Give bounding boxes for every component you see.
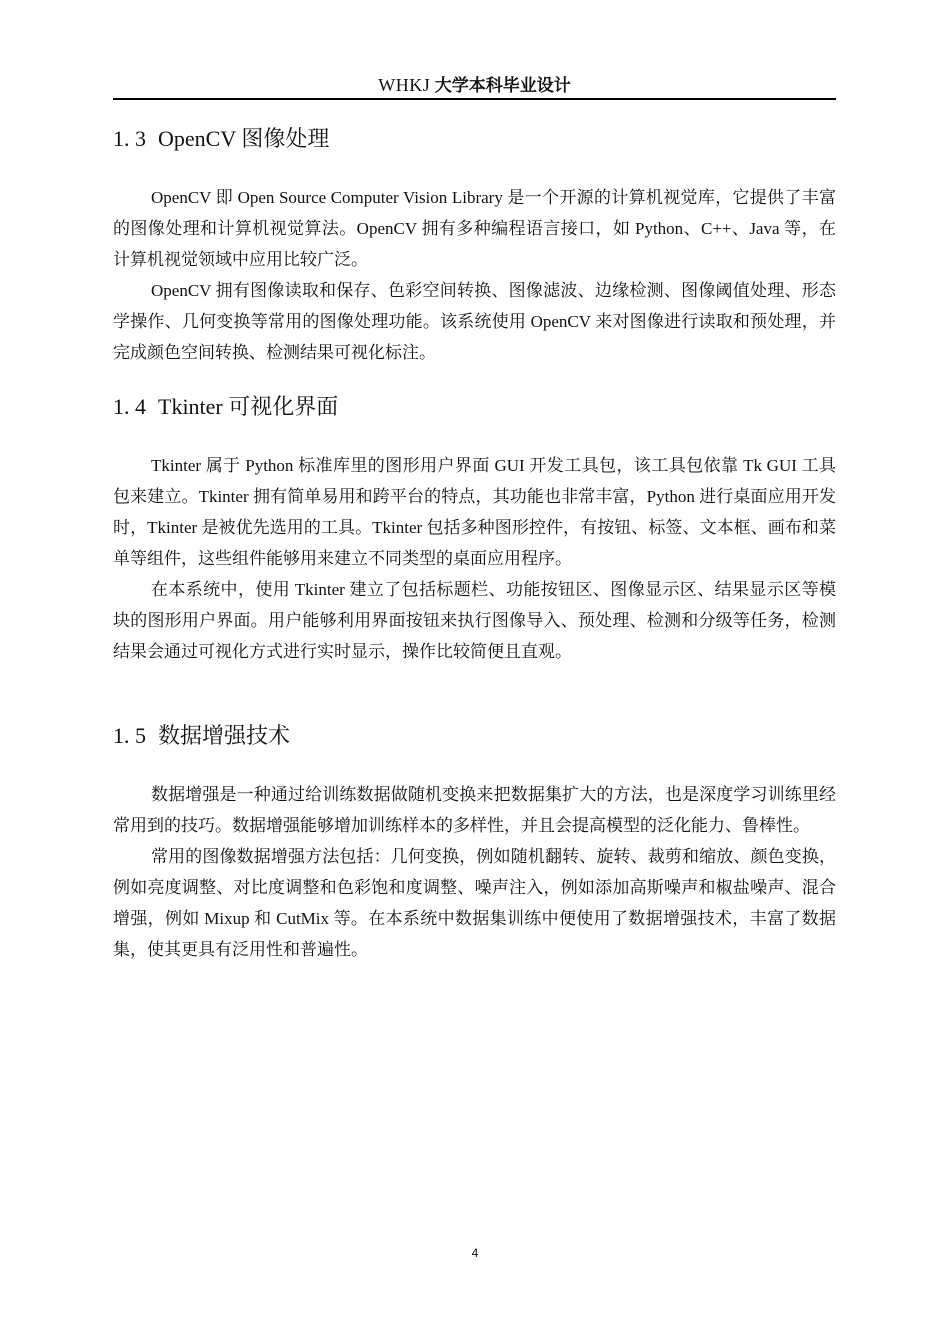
page-header xyxy=(113,72,836,98)
paragraph: 在本系统中，使用 Tkinter 建立了包括标题栏、功能按钮区、图像显示区、结果显示区等模块的图形用户界面。用户能够利用界面按钮来执行图像导入、预处理、检测和分级等任务，检测结果会通过可视化方式进行实时显示，操作比较简便且直观。 xyxy=(113,580,836,661)
section-heading xyxy=(113,392,836,422)
section-heading xyxy=(113,124,836,154)
page-number: 4 xyxy=(471,1246,479,1260)
paragraph: 数据增强是一种通过给训练数据做随机变换来把数据集扩大的方法，也是深度学习训练里经常用到的技巧。数据增强能够增加训练样本的多样性，并且会提高模型的泛化能力、鲁棒性。 xyxy=(113,785,836,835)
section-number: 1. 3 xyxy=(113,126,146,151)
section-number: 1. 5 xyxy=(113,723,146,748)
paragraph: Tkinter 属于 Python 标准库里的图形用户界面 GUI 开发工具包，该工具包依靠 Tk GUI 工具包来建立。Tkinter 拥有简单易用和跨平台的特点，其功能也非常丰富，Python 进行桌面应用开发时，Tkinter 是被优先选用的工具。Tkinter 包括多种图形控件，有按钮、标签、文本框、画布和菜单等组件，这些组件能够用来建立不同类型的桌面应用程序。 xyxy=(113,456,836,568)
paragraph: OpenCV 即 Open Source Computer Vision Library 是一个开源的计算机视觉库，它提供了丰富的图像处理和计算机视觉算法。OpenCV 拥有多种编程语言接口，如 Python、C++、Java 等，在计算机视觉领域中应用比较广泛。 xyxy=(113,188,836,269)
paragraph: 常用的图像数据增强方法包括：几何变换，例如随机翻转、旋转、裁剪和缩放、颜色变换，例如亮度调整、对比度调整和色彩饱和度调整、噪声注入，例如添加高斯噪声和椒盐噪声、混合增强，例如 Mixup 和 CutMix 等。在本系统中数据集训练中便使用了数据增强技术，丰富了数据集，使其更具有泛用性和普遍性。 xyxy=(113,847,836,959)
section-heading xyxy=(113,721,836,751)
section-tkinter xyxy=(113,392,836,667)
header-divider xyxy=(113,98,836,100)
section-opencv xyxy=(113,124,836,368)
section-title: OpenCV 图像处理 xyxy=(158,126,330,151)
section-title: 数据增强技术 xyxy=(158,723,291,748)
section-number: 1. 4 xyxy=(113,394,146,419)
paragraph: OpenCV 拥有图像读取和保存、色彩空间转换、图像滤波、边缘检测、图像阈值处理、形态学操作、几何变换等常用的图像处理功能。该系统使用 OpenCV 来对图像进行读取和预处理，并完成颜色空间转换、检测结果可视化标注。 xyxy=(113,281,836,362)
section-title: Tkinter 可视化界面 xyxy=(158,394,339,419)
header-title-latin: WHKJ xyxy=(378,75,431,95)
section-data-augmentation xyxy=(113,721,836,965)
header-title-cjk: 大学本科毕业设计 xyxy=(434,76,571,96)
